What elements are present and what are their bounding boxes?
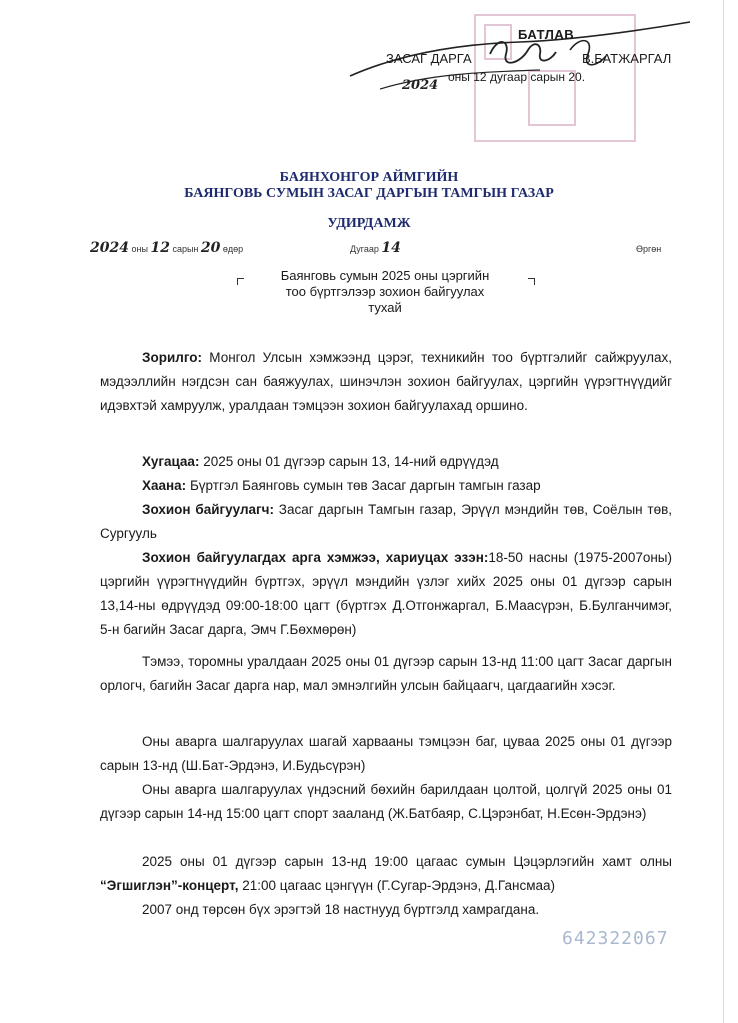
concert-text: 2025 оны 01 дүгээр сарын 13-нд 19:00 цагаас сумын Цэцэрлэгийн хамт олны bbox=[142, 854, 672, 869]
time-paragraph bbox=[100, 450, 672, 474]
closing-paragraph: 2007 онд төрсөн бүх эрэгтэй 18 настнууд бүртгэлд хамрагдана. bbox=[142, 902, 540, 917]
race-paragraph: Тэмээ, торомны уралдаан 2025 оны 01 дүгээр сарын 13-нд 11:00 цагт Засаг даргын орлогч, багийн Засаг дарга нар, мал эмнэлгийн улсын байцаагч, цагдаагийн хэсэг. bbox=[100, 654, 672, 693]
number-label: Дугаар bbox=[350, 244, 379, 254]
time-label: Хугацаа: bbox=[142, 454, 200, 469]
document-date bbox=[90, 240, 243, 256]
activities-text: 18-50 насны (1975-2007оны) цэргийн үүрэгтнүүдийн бүртгэх, эрүүл мэндийн үзлэг хийх 2025 оны 01 дүгээр сарын 13,14-ны өдрүүдэд 09:00-18:00 цагт (бүртгэх Д.Отгонжаргал, Б.Маасүрэн, Б.Булганчимэг, 5-н багийн Засаг дарга, Эмч Г.Бөхмөрөн) bbox=[100, 550, 672, 637]
number-value: 14 bbox=[381, 240, 401, 256]
concert-name: “Эгшиглэн”-концерт, bbox=[100, 878, 239, 893]
date-year: 2024 bbox=[90, 240, 129, 256]
subject-line: тухай bbox=[368, 300, 402, 315]
concert-paragraph bbox=[100, 850, 672, 898]
document-type: УДИРДАМЖ bbox=[327, 216, 411, 231]
organizer-text: Засаг даргын Тамгын газар, Эрүүл мэндийн төв, Соёлын төв, Сургууль bbox=[100, 502, 672, 541]
date-day-label: өдөр bbox=[222, 244, 244, 254]
organizer-label: Зохион байгуулагч: bbox=[142, 502, 275, 517]
organizer-paragraph bbox=[100, 498, 672, 546]
document-number bbox=[350, 240, 401, 256]
date-day: 20 bbox=[200, 240, 221, 256]
date-month: 12 bbox=[150, 240, 170, 256]
goal-paragraph bbox=[100, 346, 672, 418]
wrestling-paragraph: Оны аварга шалгаруулах үндэсний бөхийн барилдаан цолтой, цолгүй 2025 оны 01 дүгээр сарын 14-нд 15:00 цагт спорт зааланд (Ж.Батбаяр, С.Цэрэнбат, Н.Есөн-Эрдэнэ) bbox=[100, 782, 672, 821]
organization-line-1: БАЯНХОНГОР АЙМГИЙН bbox=[279, 170, 459, 185]
page-edge bbox=[723, 0, 724, 1023]
date-month-label: сарын bbox=[172, 244, 199, 254]
activities-label: Зохион байгуулагдах арга хэмжээ, хариуцах эзэн: bbox=[142, 550, 489, 565]
approval-year: 2024 bbox=[402, 78, 439, 93]
subject-line: тоо бүртгэлээр зохион байгуулах bbox=[285, 284, 485, 299]
document-subject bbox=[240, 268, 530, 316]
time-text: 2025 оны 01 дүгээр сарын 13, 14-ний өдрүүдэд bbox=[199, 454, 499, 469]
activities-paragraph bbox=[100, 546, 672, 642]
document-place: Өргөн bbox=[636, 244, 662, 254]
approval-name: В.БАТЖАРГАЛ bbox=[582, 51, 672, 66]
date-year-label: оны bbox=[131, 244, 148, 254]
place-paragraph bbox=[100, 474, 672, 498]
organization-line-2: БАЯНГОВЬ СУМЫН ЗАСАГ ДАРГЫН ТАМГЫН ГАЗАР bbox=[184, 186, 554, 201]
concert-text-2: 21:00 цагаас цэнгүүн (Г.Сугар-Эрдэнэ, Д.Гансмаа) bbox=[238, 878, 555, 893]
serial-number: 642322067 bbox=[562, 928, 669, 949]
goal-text: Монгол Улсын хэмжээнд цэрэг, техникийн тоо бүртгэлийг сайжруулах, мэдээллийн нэгдсэн сан баяжуулах, шинэчлэн зохион байгуулах, цэргийн үүрэгтнүүдийг идэвхтэй хамруулж, уралдаан тэмцээн зохион байгуулахад оршино. bbox=[100, 350, 672, 413]
goal-label: Зорилго: bbox=[142, 350, 203, 365]
approval-title: БАТЛАВ bbox=[518, 27, 575, 42]
place-text: Бүртгэл Баянговь сумын төв Засаг даргын тамгын газар bbox=[186, 478, 541, 493]
archery-paragraph: Оны аварга шалгаруулах шагай харвааны тэмцээн баг, цуваа 2025 оны 01 дүгээр сарын 13-нд (Ш.Бат-Эрдэнэ, И.Будьсүрэн) bbox=[100, 734, 672, 773]
subject-line: Баянговь сумын 2025 оны цэргийн bbox=[280, 268, 490, 283]
place-label: Хаана: bbox=[142, 478, 187, 493]
approval-date: оны 12 дугаар сарын 20. bbox=[448, 70, 586, 84]
approval-role: ЗАСАГ ДАРГА bbox=[386, 51, 472, 66]
